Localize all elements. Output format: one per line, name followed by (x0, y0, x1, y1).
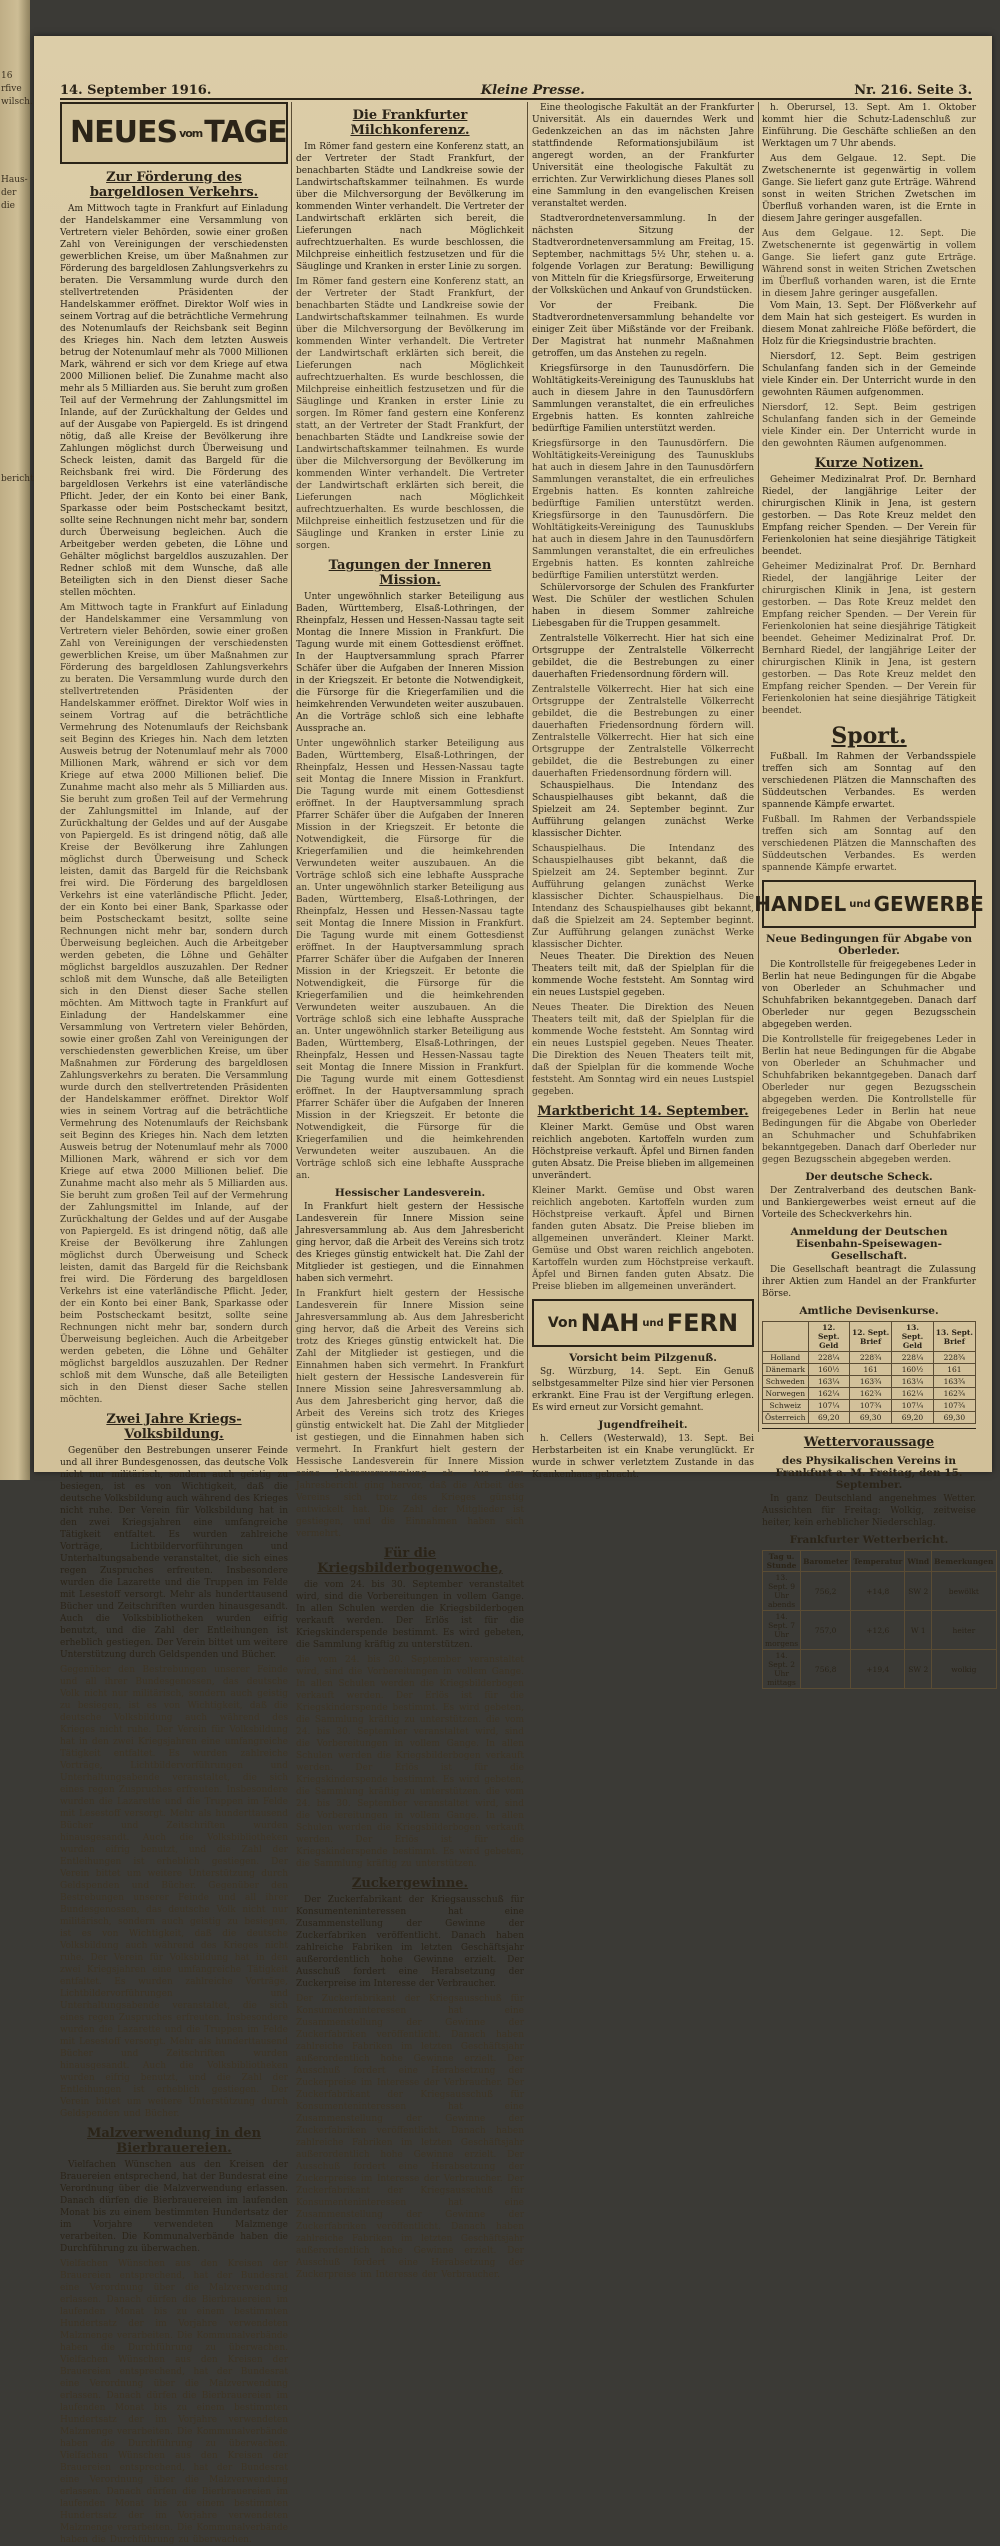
table-cell: 160½ (808, 1364, 850, 1376)
table-cell: 107¼ (892, 1400, 934, 1412)
article-body: Die Gesellschaft beantragt die Zulassung ihrer Aktien zum Handel an der Frankfurter Börse. (762, 1265, 976, 1299)
article-body-continued: Neues Theater. Die Direktion des Neuen Theaters teilt mit, daß der Spielplan für die kommende Woche feststeht. Am Sonntag wird ein neues Lustspiel gegeben. Neues Theater. Die Direktion des Neuen Theaters teilt mit, daß der Spielplan für die kommende Woche feststeht. Am Sonntag wird ein neues Lustspiel gegeben. (532, 1003, 754, 1097)
article-body: Gegenüber den Bestrebungen unserer Feinde und all ihrer Bundesgenossen, das deutsche Volk nicht nur militärisch, sondern auch geistig zu besiegen, ist es von Wichtigkeit, daß die deutsche Volksbildung auch während des Krieges nicht ruhe. Der Verein für Volksbildung hat in den zwei Kriegsjahren eine umfangreiche Tätigkeit entfaltet. Es wurden zahlreiche Vorträge, Lichtbildervorführungen und Unterhaltungsabende veranstaltet, die sich eines regen Zuspruches erfreuten. Insbesondere wurden die Lazarette und die Truppen im Felde mit Lesestoff versorgt. Mehr als hunderttausend Bücher und Zeitschriften wurden hinausgesandt. Auch die Volksbibliotheken wurden eifrig benutzt, und die Zahl der Entleihungen ist erheblich gestiegen. Der Verein bittet um weitere Unterstützung durch Geldspenden und Bücher. (60, 1446, 288, 1660)
table-cell: Dänemark (763, 1364, 809, 1376)
article-body-continued: Im Römer fand gestern eine Konferenz statt, an der Vertreter der Stadt Frankfurt, der benachbarten Städte und Landkreise sowie der Landwirtschaftskammer teilnahmen. Es wurde über die Milchversorgung der Bevölkerung im kommenden Winter verhandelt. Die Vertreter der Landwirtschaft erklärten sich bereit, die Lieferungen nach Möglichkeit aufrechtzuerhalten. Es wurde beschlossen, die Milchpreise einheitlich festzusetzen und für die Säuglinge und Kranken in erster Linie zu sorgen. Im Römer fand gestern eine Konferenz statt, an der Vertreter der Stadt Frankfurt, der benachbarten Städte und Landkreise sowie der Landwirtschaftskammer teilnahmen. Es wurde über die Milchversorgung der Bevölkerung im kommenden Winter verhandelt. Die Vertreter der Landwirtschaft erklärten sich bereit, die Lieferungen nach Möglichkeit aufrechtzuerhalten. Es wurde beschlossen, die Milchpreise einheitlich festzusetzen und für die Säuglinge und Kranken in erster Linie zu sorgen. (296, 277, 524, 551)
table-header-cell: 13. Sept. Brief (933, 1322, 975, 1352)
previous-page-line (0, 486, 30, 499)
previous-page-line (0, 356, 30, 369)
table-cell: 162¼ (808, 1388, 850, 1400)
article-subtitle: Neue Bedingungen für Abgabe von Oberleder. (765, 933, 973, 957)
local-news-item: Eine theologische Fakultät an der Frankfurter Universität. Als ein dauerndes Werk und Gedenkzeichen an das im nächsten Jahre stattfindende Reformationsjubiläum ist angeregt worden, an der Frankfurter Universität eine theologische Fakultät zu errichten. Zur Verwirklichung dieses Planes soll eine Sammlung in den evangelischen Kreisen veranstaltet werden. (532, 103, 754, 209)
previous-page-line (0, 590, 30, 603)
table-cell: heiter (932, 1611, 996, 1650)
table-cell: 69,20 (892, 1412, 934, 1424)
article-body: Geheimer Medizinalrat Prof. Dr. Bernhard Riedel, der langjährige Leiter der chirurgischen Klinik in Jena, ist gestern gestorben. — Das Rote Kreuz meldet den Empfang reicher Spenden. — Der Verein für Ferienkolonien hat seine diesjährige Tätigkeit beendet. (762, 475, 976, 557)
previous-page-line (0, 434, 30, 447)
table-row (763, 1650, 997, 1689)
previous-page-line (0, 642, 30, 655)
article-body: Unter ungewöhnlich starker Beteiligung aus Baden, Württemberg, Elsaß-Lothringen, der Rheinpfalz, Hessen und Hessen-Nassau tagte seit Montag die Innere Mission in Frankfurt. Die Tagung wurde mit einem Gottesdienst eröffnet. In der Hauptversammlung sprach Pfarrer Schäfer über die Aufgaben der Inneren Mission in der Kriegszeit. Er betonte die Notwendigkeit, die Fürsorge für die Kriegerfamilien und die heimkehrenden Verwundeten weiter auszubauen. An die Vorträge schloß sich eine lebhafte Aussprache an. (296, 592, 524, 734)
table-cell: +14,8 (851, 1572, 905, 1611)
section-word: FERN (666, 1309, 739, 1337)
table-cell: wolkig (932, 1650, 996, 1689)
table-cell: Schweden (763, 1376, 809, 1388)
table-cell: 163¼ (892, 1376, 934, 1388)
local-news-item: Stadtverordnetenversammlung. In der nächsten Sitzung der Stadtverordnetenversammlung am Freitag, 15. September, nachmittags 5½ Uhr, stehen u. a. folgende Vorlagen zur Beratung: Bewilligung von Mitteln für die Kriegsfürsorge, Erweiterung der Volksküchen und Ankauf von Grundstücken. (532, 214, 754, 296)
article-title: Zur Förderung des bargeldlosen Verkehrs. (89, 170, 259, 200)
local-news-item: Zentralstelle Völkerrecht. Hier hat sich eine Ortsgruppe der Zentralstelle Völkerrecht gebildet, die die Bestrebungen zu einer dauerhaften Friedensordnung fördern will. (532, 634, 754, 680)
section-word: Von (547, 1315, 578, 1331)
table-cell: 161 (850, 1364, 892, 1376)
table-row (763, 1400, 976, 1412)
article-body-continued: Schauspielhaus. Die Intendanz des Schauspielhauses gibt bekannt, daß die Spielzeit am 24. September beginnt. Zur Aufführung gelangen zunächst Werke klassischer Dichter. Schauspielhaus. Die Intendanz des Schauspielhauses gibt bekannt, daß die Spielzeit am 24. September beginnt. Zur Aufführung gelangen zunächst Werke klassischer Dichter. (532, 844, 754, 950)
previous-page-line (0, 291, 30, 304)
previous-page-line (0, 304, 30, 317)
previous-page-line (0, 148, 30, 161)
previous-page-line (0, 252, 30, 265)
table-row (763, 1412, 976, 1424)
article-body: In Frankfurt hielt gestern der Hessische Landesverein für Innere Mission seine Jahresversammlung ab. Aus dem Jahresbericht ging hervor, daß die Arbeit des Vereins sich trotz des Krieges günstig entwickelt hat. Die Zahl der Mitglieder ist gestiegen, und die Einnahmen haben sich vermehrt. (296, 1202, 524, 1284)
divider (762, 1428, 976, 1429)
table-header-cell: 12. Sept. Brief (850, 1322, 892, 1352)
weather-observation-table (762, 1550, 997, 1689)
table-header-cell: Tag u. Stunde (763, 1551, 801, 1572)
running-header (60, 76, 972, 100)
previous-page-line (0, 395, 30, 408)
column-rule (291, 102, 292, 1432)
table-row (763, 1376, 976, 1388)
table-cell: 107¾ (850, 1400, 892, 1412)
previous-page-line (0, 616, 30, 629)
table-cell: 160½ (892, 1364, 934, 1376)
article-body: die vom 24. bis 30. September veranstaltet wird, sind die Vorbereitungen in vollem Gange. In allen Schulen werden die Kriegsbilderbogen verkauft werden. Der Erlös ist für die Kriegskinderspende bestimmt. Es wird gebeten, die Sammlung kräftig zu unterstützen. (296, 1580, 524, 1650)
table-cell: 162¾ (933, 1388, 975, 1400)
table-cell: W 1 (905, 1611, 932, 1650)
article-body-continued: die vom 24. bis 30. September veranstaltet wird, sind die Vorbereitungen in vollem Gange. In allen Schulen werden die Kriegsbilderbogen verkauft werden. Der Erlös ist für die Kriegskinderspende bestimmt. Es wird gebeten, die Sammlung kräftig zu unterstützen. die vom 24. bis 30. September veranstaltet wird, sind die Vorbereitungen in vollem Gange. In allen Schulen werden die Kriegsbilderbogen verkauft werden. Der Erlös ist für die Kriegskinderspende bestimmt. Es wird gebeten, die Sammlung kräftig zu unterstützen. die vom 24. bis 30. September veranstaltet wird, sind die Vorbereitungen in vollem Gange. In allen Schulen werden die Kriegsbilderbogen verkauft werden. Der Erlös ist für die Kriegskinderspende bestimmt. Es wird gebeten, die Sammlung kräftig zu unterstützen. (296, 1655, 524, 1869)
table-cell: SW 2 (905, 1650, 932, 1689)
table-row (763, 1364, 976, 1376)
article-body: Fußball. Im Rahmen der Verbandsspiele treffen sich am Sonntag auf den verschiedenen Plätzen die Mannschaften des Süddeutschen Verbandes. Es werden spannende Kämpfe erwartet. (762, 752, 976, 810)
previous-page-line (0, 447, 30, 460)
local-news-item: Vor der Freibank. Die Stadtverordnetenversammlung behandelte vor einiger Zeit über Mißstände vor der Freibank. Der Magistrat hat nunmehr Maßnahmen getroffen, um das Anstehen zu regeln. (532, 301, 754, 359)
article-body: In ganz Deutschland angenehmes Wetter. Aussichten für Freitag: Wolkig, zeitweise heiter, kein erheblicher Niederschlag. (762, 1494, 976, 1528)
table-header-cell: 13. Sept. Geld (892, 1322, 934, 1352)
previous-page-line (0, 603, 30, 616)
table-cell: 228¾ (933, 1352, 975, 1364)
table-cell: Schweiz (763, 1400, 809, 1412)
previous-page-line (0, 512, 30, 525)
article-body-continued: In Frankfurt hielt gestern der Hessische Landesverein für Innere Mission seine Jahresversammlung ab. Aus dem Jahresbericht ging hervor, daß die Arbeit des Vereins sich trotz des Krieges günstig entwickelt hat. Die Zahl der Mitglieder ist gestiegen, und die Einnahmen haben sich vermehrt. In Frankfurt hielt gestern der Hessische Landesverein für Innere Mission seine Jahresversammlung ab. Aus dem Jahresbericht ging hervor, daß die Arbeit des Vereins sich trotz des Krieges günstig entwickelt hat. Die Zahl der Mitglieder ist gestiegen, und die Einnahmen haben sich vermehrt. In Frankfurt hielt gestern der Hessische Landesverein für Innere Mission seine Jahresversammlung ab. Aus dem Jahresbericht ging hervor, daß die Arbeit des Vereins sich trotz des Krieges günstig entwickelt hat. Die Zahl der Mitglieder ist gestiegen, und die Einnahmen haben sich vermehrt. (296, 1289, 524, 1539)
article-body-continued: Fußball. Im Rahmen der Verbandsspiele treffen sich am Sonntag auf den verschiedenen Plätzen die Mannschaften des Süddeutschen Verbandes. Es werden spannende Kämpfe erwartet. (762, 815, 976, 873)
table-cell: 162¼ (892, 1388, 934, 1400)
column-rule (758, 102, 759, 1432)
table-cell: 69,30 (850, 1412, 892, 1424)
previous-page-line (0, 408, 30, 421)
article-body: Sg. Würzburg, 14. Sept. Ein Genuß selbstgesammelter Pilze sind hier vier Personen erkrankt. Eine Frau ist der Vergiftung erlegen. Es wird erneut zur Vorsicht gemahnt. (532, 1367, 754, 1413)
previous-page-line: die (1, 201, 15, 211)
masthead-word-tage: TAGE (204, 115, 287, 150)
header-date: 14. September 1916. (60, 83, 212, 98)
previous-page-line (0, 499, 30, 512)
table-cell: 756,8 (801, 1650, 851, 1689)
section-head-handel-und-gewerbe (754, 880, 984, 928)
section-head-von-nah-und-fern (532, 1299, 754, 1347)
table-header-cell: Bemerkungen (932, 1551, 996, 1572)
masthead-text (70, 115, 287, 150)
column-4 (754, 102, 994, 1687)
table-header-cell: Wind (905, 1551, 932, 1572)
table-cell: 14. Sept. 2 Uhr mittags (763, 1650, 801, 1689)
table-cell: 162¾ (850, 1388, 892, 1400)
article-body-continued: Kleiner Markt. Gemüse und Obst waren reichlich angeboten. Kartoffeln wurden zum Höchstpreise verkauft. Äpfel und Birnen fanden guten Absatz. Die Preise blieben im allgemeinen unverändert. Kleiner Markt. Gemüse und Obst waren reichlich angeboten. Kartoffeln wurden zum Höchstpreise verkauft. Äpfel und Birnen fanden guten Absatz. Die Preise blieben im allgemeinen unverändert. (532, 1186, 754, 1292)
local-news-item: Neues Theater. Die Direktion des Neuen Theaters teilt mit, daß der Spielplan für die kommende Woche feststeht. Am Sonntag wird ein neues Lustspiel gegeben. (532, 952, 754, 998)
table-cell: Holland (763, 1352, 809, 1364)
article-body: Im Römer fand gestern eine Konferenz statt, an der Vertreter der Stadt Frankfurt, der benachbarten Städte und Landkreise sowie der Landwirtschaftskammer teilnahmen. Es wurde über die Milchversorgung der Bevölkerung im kommenden Winter verhandelt. Die Vertreter der Landwirtschaft erklärten sich bereit, die Lieferungen nach Möglichkeit aufrechtzuerhalten. Es wurde beschlossen, die Milchpreise einheitlich festzusetzen und für die Säuglinge und Kranken in erster Linie zu sorgen. (296, 142, 524, 272)
article-subtitle: Vorsicht beim Pilzgenuß. (569, 1352, 717, 1364)
newspaper-page (34, 36, 994, 2545)
masthead-word-vom: vom (179, 127, 203, 140)
table-row (763, 1572, 997, 1611)
previous-page-line (0, 551, 30, 564)
previous-page-line (0, 239, 30, 252)
column-2 (296, 102, 524, 2280)
previous-page-line (0, 278, 30, 291)
header-paper-name: Kleine Presse. (480, 83, 585, 98)
local-news-item: Vom Main, 13. Sept. Der Flößverkehr auf dem Main hat sich gesteigert. Es wurden in diesem Monat zahlreiche Flöße befördert, die Holz für die Kriegsindustrie brachten. (762, 301, 976, 347)
previous-page-line (0, 109, 30, 122)
previous-page-line (0, 330, 30, 343)
previous-page-line (0, 213, 30, 226)
article-body-continued: Unter ungewöhnlich starker Beteiligung aus Baden, Württemberg, Elsaß-Lothringen, der Rheinpfalz, Hessen und Hessen-Nassau tagte seit Montag die Innere Mission in Frankfurt. Die Tagung wurde mit einem Gottesdienst eröffnet. In der Hauptversammlung sprach Pfarrer Schäfer über die Aufgaben der Inneren Mission in der Kriegszeit. Er betonte die Notwendigkeit, die Fürsorge für die Kriegerfamilien und die heimkehrenden Verwundeten weiter auszubauen. An die Vorträge schloß sich eine lebhafte Aussprache an. Unter ungewöhnlich starker Beteiligung aus Baden, Württemberg, Elsaß-Lothringen, der Rheinpfalz, Hessen und Hessen-Nassau tagte seit Montag die Innere Mission in Frankfurt. Die Tagung wurde mit einem Gottesdienst eröffnet. In der Hauptversammlung sprach Pfarrer Schäfer über die Aufgaben der Inneren Mission in der Kriegszeit. Er betonte die Notwendigkeit, die Fürsorge für die Kriegerfamilien und die heimkehrenden Verwundeten weiter auszubauen. An die Vorträge schloß sich eine lebhafte Aussprache an. Unter ungewöhnlich starker Beteiligung aus Baden, Württemberg, Elsaß-Lothringen, der Rheinpfalz, Hessen und Hessen-Nassau tagte seit Montag die Innere Mission in Frankfurt. Die Tagung wurde mit einem Gottesdienst eröffnet. In der Hauptversammlung sprach Pfarrer Schäfer über die Aufgaben der Inneren Mission in der Kriegszeit. Er betonte die Notwendigkeit, die Fürsorge für die Kriegerfamilien und die heimkehrenden Verwundeten weiter auszubauen. An die Vorträge schloß sich eine lebhafte Aussprache an. (296, 739, 524, 1181)
previous-page-line (0, 122, 30, 135)
article-subtitle: Der deutsche Scheck. (805, 1171, 933, 1183)
article-subtitle: des Physikalischen Vereins in Frankfurt a. M. Freitag, den 15. September. (775, 1455, 963, 1491)
article-body: Am Mittwoch tagte in Frankfurt auf Einladung der Handelskammer eine Versammlung von Vertretern vieler Behörden, sowie einer großen Zahl von Vereinigungen der verschiedensten gewerblichen Kreise, um über Maßnahmen zur Förderung des bargeldlosen Zahlungsverkehrs zu beraten. Die Versammlung wurde durch den stellvertretenden Präsidenten der Handelskammer eröffnet. Direktor Wolf wies in seinem Vortrag auf die beträchtliche Vermehrung des Notenumlaufs der Reichsbank seit Beginn des Krieges hin. Nach dem letzten Ausweis betrug der Notenumlauf mehr als 7000 Millionen Mark, während er sich vor dem Kriege auf etwa 2000 Millionen belief. Die Zunahme macht also mehr als 5 Milliarden aus. Sie beruht zum großen Teil auf der Vermehrung der Zahlungsmittel im Inlande, auf der Zurückhaltung der Geldes und auf der Ausgabe von Papiergeld. Es ist dringend nötig, daß alle Kreise der Bevölkerung ihre Zahlungen möglichst durch Überweisung und Scheck leisten, damit das Bargeld für die Reichsbank frei wird. Die Förderung des bargeldlosen Verkehrs ist eine vaterländische Pflicht. Jeder, der ein Konto bei einer Bank, Sparkasse oder beim Postscheckamt besitzt, sollte seine Rechnungen nicht mehr bar, sondern durch Überweisung begleichen. Auch die Arbeitgeber werden gebeten, die Löhne und Gehälter möglichst bargeldlos auszuzahlen. Der Redner schloß mit dem Wunsche, daß alle Beteiligten sich in den Dienst dieser Sache stellen möchten. (60, 204, 289, 598)
table-cell: 756,2 (801, 1572, 851, 1611)
table-cell: 14. Sept. 7 Uhr morgens (763, 1611, 801, 1650)
previous-page-line (0, 655, 30, 668)
table-cell: 228¼ (808, 1352, 850, 1364)
table-cell: 107¼ (808, 1400, 850, 1412)
section-word: und (849, 898, 871, 910)
article-subtitle: Hessischer Landesverein. (334, 1187, 486, 1199)
table-cell: SW 2 (905, 1572, 932, 1611)
table-cell: 163¾ (933, 1376, 975, 1388)
article-body-continued: Aus dem Gelgaue. 12. Sept. Die Zwetschenernte ist gegenwärtig in vollem Gange. Sie liefert ganz gute Erträge. Während sonst in weiten Strichen Zwetschen im Überfluß vorhanden waren, ist die Ernte in diesem Jahre geringer ausgefallen. (762, 229, 976, 299)
previous-page-line (0, 564, 30, 577)
article-body: h. Cellers (Westerwald), 13. Sept. Bei Herbstarbeiten ist ein Knabe verunglückt. Er wurde in schwer verletztem Zustande in das Krankenhaus gebracht. (532, 1434, 754, 1480)
table-cell: 69,30 (933, 1412, 975, 1424)
local-news-item: h. Oberursel, 13. Sept. Am 1. Oktober kommt hier die Schutz-Ladenschluß zur Einführung. Die Geschäfte schließen an den Werktagen um 7 Uhr abends. (762, 103, 976, 149)
previous-page-line (0, 629, 30, 642)
article-body-continued: Gegenüber den Bestrebungen unserer Feinde und all ihrer Bundesgenossen, das deutsche Volk nicht nur militärisch, sondern auch geistig zu besiegen, ist es von Wichtigkeit, daß die deutsche Volksbildung auch während des Krieges nicht ruhe. Der Verein für Volksbildung hat in den zwei Kriegsjahren eine umfangreiche Tätigkeit entfaltet. Es wurden zahlreiche Vorträge, Lichtbildervorführungen und Unterhaltungsabende veranstaltet, die sich eines regen Zuspruches erfreuten. Insbesondere wurden die Lazarette und die Truppen im Felde mit Lesestoff versorgt. Mehr als hunderttausend Bücher und Zeitschriften wurden hinausgesandt. Auch die Volksbibliotheken wurden eifrig benutzt, und die Zahl der Entleihungen ist erheblich gestiegen. Der Verein bittet um weitere Unterstützung durch Geldspenden und Bücher. Gegenüber den Bestrebungen unserer Feinde und all ihrer Bundesgenossen, das deutsche Volk nicht nur militärisch, sondern auch geistig zu besiegen, ist es von Wichtigkeit, daß die deutsche Volksbildung auch während des Krieges nicht ruhe. Der Verein für Volksbildung hat in den zwei Kriegsjahren eine umfangreiche Tätigkeit entfaltet. Es wurden zahlreiche Vorträge, Lichtbildervorführungen und Unterhaltungsabende veranstaltet, die sich eines regen Zuspruches erfreuten. Insbesondere wurden die Lazarette und die Truppen im Felde mit Lesestoff versorgt. Mehr als hunderttausend Bücher und Zeitschriften wurden hinausgesandt. Auch die Volksbibliotheken wurden eifrig benutzt, und die Zahl der Entleihungen ist erheblich gestiegen. Der Verein bittet um weitere Unterstützung durch Geldspenden und Bücher. (60, 1665, 288, 2119)
table-cell: Österreich (763, 1412, 809, 1424)
previous-page-line: wilsch. (1, 97, 33, 107)
previous-page-line (0, 421, 30, 434)
section-word: NAH (580, 1309, 640, 1337)
article-title: Die Frankfurter Milchkonferenz. (350, 108, 470, 138)
local-news-item: Aus dem Gelgaue. 12. Sept. Die Zwetschenernte ist gegenwärtig in vollem Gange. Sie liefert ganz gute Erträge. Während sonst in weiten Strichen Zwetschen im Überfluß vorhanden waren, ist die Ernte in diesem Jahre geringer ausgefallen. (762, 154, 976, 224)
table-header-cell (763, 1322, 809, 1352)
table-cell: +19,4 (851, 1650, 905, 1689)
previous-page-line (0, 382, 30, 395)
table-cell: 757,0 (801, 1611, 851, 1650)
exchange-rate-table (762, 1321, 976, 1424)
local-news-item: Niersdorf, 12. Sept. Beim gestrigen Schulanfang fanden sich in der Gemeinde viele Kinder ein. Der Unterricht wurde in den gewohnten Räumen aufgenommen. (762, 352, 976, 398)
article-title: Kurze Notizen. (814, 456, 924, 471)
previous-page-line (0, 369, 30, 382)
article-body-continued: Niersdorf, 12. Sept. Beim gestrigen Schulanfang fanden sich in der Gemeinde viele Kinder ein. Der Unterricht wurde in den gewohnten Räumen aufgenommen. (762, 403, 976, 449)
previous-page-line (0, 343, 30, 356)
table-cell: 228¼ (892, 1352, 934, 1364)
previous-page-line: Haus- (1, 175, 28, 185)
previous-page-line: der (1, 188, 17, 198)
table-cell: bewölkt (932, 1572, 996, 1611)
section-word: GEWERBE (873, 892, 984, 916)
previous-page-line (0, 668, 30, 681)
article-title: Marktbericht 14. September. (537, 1104, 749, 1119)
article-body: Der Zuckerfabrikant der Kriegsausschuß für Konsumenteninteressen hat eine Zusammenstellung der Gewinne der Zuckerfabriken veröffentlicht. Danach haben zahlreiche Fabriken im letzten Geschäftsjahr außerordentlich hohe Gewinne erzielt. Der Ausschuß fordert eine Herabsetzung der Zuckerpreise im Interesse der Verbraucher. (296, 1895, 524, 1989)
table-cell: 163¾ (850, 1376, 892, 1388)
article-body-continued: Zentralstelle Völkerrecht. Hier hat sich eine Ortsgruppe der Zentralstelle Völkerrecht gebildet, die die Bestrebungen zu einer dauerhaften Friedensordnung fördern will. Zentralstelle Völkerrecht. Hier hat sich eine Ortsgruppe der Zentralstelle Völkerrecht gebildet, die die Bestrebungen zu einer dauerhaften Friedensordnung fördern will. (532, 685, 754, 779)
previous-page-line (0, 317, 30, 330)
previous-page-line: bericht (1, 474, 34, 484)
previous-page-line (0, 226, 30, 239)
masthead-word-neues: NEUES (70, 115, 178, 150)
article-body-continued: Kriegsfürsorge in den Taunusdörfern. Die Wohltätigkeits-Vereinigung des Taunusklubs hat auch in diesem Jahre in den Taunusdörfern Sammlungen veranstaltet, die ein erfreuliches Ergebnis hatten. Es konnten zahlreiche bedürftige Familien unterstützt werden. Kriegsfürsorge in den Taunusdörfern. Die Wohltätigkeits-Vereinigung des Taunusklubs hat auch in diesem Jahre in den Taunusdörfern Sammlungen veranstaltet, die ein erfreuliches Ergebnis hatten. Es konnten zahlreiche bedürftige Familien unterstützt werden. (532, 439, 754, 581)
previous-page-line (0, 135, 30, 148)
table-cell: 161 (933, 1364, 975, 1376)
article-body-continued: Die Kontrollstelle für freigegebenes Leder in Berlin hat neue Bedingungen für die Abgabe von Oberleder an Schuhmacher und Schuhfabriken bekanntgegeben. Danach darf Oberleder nur gegen Bezugsschein abgegeben werden. Die Kontrollstelle für freigegebenes Leder in Berlin hat neue Bedingungen für die Abgabe von Oberleder an Schuhmacher und Schuhfabriken bekanntgegeben. Danach darf Oberleder nur gegen Bezugsschein abgegeben werden. (762, 1035, 976, 1165)
section-word: und (642, 1317, 664, 1329)
article-title: Für die Kriegsbilderbogenwoche, (317, 1546, 503, 1576)
column-3 (532, 102, 754, 1480)
article-body-continued: Der Zuckerfabrikant der Kriegsausschuß für Konsumenteninteressen hat eine Zusammenstellung der Gewinne der Zuckerfabriken veröffentlicht. Danach haben zahlreiche Fabriken im letzten Geschäftsjahr außerordentlich hohe Gewinne erzielt. Der Ausschuß fordert eine Herabsetzung der Zuckerpreise im Interesse der Verbraucher. Der Zuckerfabrikant der Kriegsausschuß für Konsumenteninteressen hat eine Zusammenstellung der Gewinne der Zuckerfabriken veröffentlicht. Danach haben zahlreiche Fabriken im letzten Geschäftsjahr außerordentlich hohe Gewinne erzielt. Der Ausschuß fordert eine Herabsetzung der Zuckerpreise im Interesse der Verbraucher. Der Zuckerfabrikant der Kriegsausschuß für Konsumenteninteressen hat eine Zusammenstellung der Gewinne der Zuckerfabriken veröffentlicht. Danach haben zahlreiche Fabriken im letzten Geschäftsjahr außerordentlich hohe Gewinne erzielt. Der Ausschuß fordert eine Herabsetzung der Zuckerpreise im Interesse der Verbraucher. (296, 1994, 524, 2280)
table-cell: 107¾ (933, 1400, 975, 1412)
table-header-cell: 12. Sept. Geld (808, 1322, 850, 1352)
table-header-cell: Barometer (801, 1551, 851, 1572)
table-cell: +12,6 (851, 1611, 905, 1650)
previous-page-line: 16 (1, 71, 13, 81)
column-1 (60, 102, 289, 2545)
article-body: Vielfachen Wünschen aus den Kreisen der Brauereien entsprechend, hat der Bundesrat eine Verordnung über die Malzverwendung erlassen. Danach dürfen die Bierbrauereien im laufenden Monat bis zu einem bestimmten Hundertsatz der im Vorjahre verwendeten Malzmenge verarbeiten. Die Kommunalverbände haben die Durchführung zu überwachen. (60, 2160, 288, 2254)
article-subtitle: Anmeldung der Deutschen Eisenbahn-Speisewagen-Gesellschaft. (790, 1226, 948, 1262)
column-rule (527, 102, 528, 1432)
section-word: HANDEL (754, 892, 847, 916)
table-cell: 163¼ (808, 1376, 850, 1388)
table-cell: 228¾ (850, 1352, 892, 1364)
previous-page-line: rfive (1, 84, 22, 94)
previous-page-line (0, 161, 30, 174)
article-title: Wettervoraussage (803, 1435, 935, 1450)
table-row (763, 1611, 997, 1650)
table-header-cell: Temperatur (851, 1551, 905, 1572)
article-title: Zuckergewinne. (351, 1876, 469, 1891)
table-title: Frankfurter Wetterbericht. (789, 1534, 949, 1546)
table-row (763, 1388, 976, 1400)
section-head-sport: Sport. (831, 723, 907, 749)
previous-page-line (0, 525, 30, 538)
article-body: Kleiner Markt. Gemüse und Obst waren reichlich angeboten. Kartoffeln wurden zum Höchstpreise verkauft. Äpfel und Birnen fanden guten Absatz. Die Preise blieben im allgemeinen unverändert. (532, 1123, 754, 1181)
local-news-item: Kriegsfürsorge in den Taunusdörfern. Die Wohltätigkeits-Vereinigung des Taunusklubs hat auch in diesem Jahre in den Taunusdörfern Sammlungen veranstaltet, die ein erfreuliches Ergebnis hatten. Es konnten zahlreiche bedürftige Familien unterstützt werden. (532, 364, 754, 434)
article-body-continued: Am Mittwoch tagte in Frankfurt auf Einladung der Handelskammer eine Versammlung von Vertretern vieler Behörden, sowie einer großen Zahl von Vereinigungen der verschiedensten gewerblichen Kreise, um über Maßnahmen zur Förderung des bargeldlosen Zahlungsverkehrs zu beraten. Die Versammlung wurde durch den stellvertretenden Präsidenten der Handelskammer eröffnet. Direktor Wolf wies in seinem Vortrag auf die beträchtliche Vermehrung des Notenumlaufs der Reichsbank seit Beginn des Krieges hin. Nach dem letzten Ausweis betrug der Notenumlauf mehr als 7000 Millionen Mark, während er sich vor dem Kriege auf etwa 2000 Millionen belief. Die Zunahme macht also mehr als 5 Milliarden aus. Sie beruht zum großen Teil auf der Vermehrung der Zahlungsmittel im Inlande, auf der Zurückhaltung der Geldes und auf der Ausgabe von Papiergeld. Es ist dringend nötig, daß alle Kreise der Bevölkerung ihre Zahlungen möglichst durch Überweisung und Scheck leisten, damit das Bargeld für die Reichsbank frei wird. Die Förderung des bargeldlosen Verkehrs ist eine vaterländische Pflicht. Jeder, der ein Konto bei einer Bank, Sparkasse oder beim Postscheckamt besitzt, sollte seine Rechnungen nicht mehr bar, sondern durch Überweisung begleichen. Auch die Arbeitgeber werden gebeten, die Löhne und Gehälter möglichst bargeldlos auszuzahlen. Der Redner schloß mit dem Wunsche, daß alle Beteiligten sich in den Dienst dieser Sache stellen möchten. Am Mittwoch tagte in Frankfurt auf Einladung der Handelskammer eine Versammlung von Vertretern vieler Behörden, sowie einer großen Zahl von Vereinigungen der verschiedensten gewerblichen Kreise, um über Maßnahmen zur Förderung des bargeldlosen Zahlungsverkehrs zu beraten. Die Versammlung wurde durch den stellvertretenden Präsidenten der Handelskammer eröffnet. Direktor Wolf wies in seinem Vortrag auf die beträchtliche Vermehrung des Notenumlaufs der Reichsbank seit Beginn des Krieges hin. Nach dem letzten Ausweis betrug der Notenumlauf mehr als 7000 Millionen Mark, während er sich vor dem Kriege auf etwa 2000 Millionen belief. Die Zunahme macht also mehr als 5 Milliarden aus. Sie beruht zum großen Teil auf der Vermehrung der Zahlungsmittel im Inlande, auf der Zurückhaltung der Geldes und auf der Ausgabe von Papiergeld. Es ist dringend nötig, daß alle Kreise der Bevölkerung ihre Zahlungen möglichst durch Überweisung und Scheck leisten, damit das Bargeld für die Reichsbank frei wird. Die Förderung des bargeldlosen Verkehrs ist eine vaterländische Pflicht. Jeder, der ein Konto bei einer Bank, Sparkasse oder beim Postscheckamt besitzt, sollte seine Rechnungen nicht mehr bar, sondern durch Überweisung begleichen. Auch die Arbeitgeber werden gebeten, die Löhne und Gehälter möglichst bargeldlos auszuzahlen. Der Redner schloß mit dem Wunsche, daß alle Beteiligten sich in den Dienst dieser Sache stellen möchten. (60, 603, 288, 1405)
table-cell: Norwegen (763, 1388, 809, 1400)
previous-page-edge (0, 0, 34, 1480)
article-body-continued: Vielfachen Wünschen aus den Kreisen der Brauereien entsprechend, hat der Bundesrat eine Verordnung über die Malzverwendung erlassen. Danach dürfen die Bierbrauereien im laufenden Monat bis zu einem bestimmten Hundertsatz der im Vorjahre verwendeten Malzmenge verarbeiten. Die Kommunalverbände haben die Durchführung zu überwachen. Vielfachen Wünschen aus den Kreisen der Brauereien entsprechend, hat der Bundesrat eine Verordnung über die Malzverwendung erlassen. Danach dürfen die Bierbrauereien im laufenden Monat bis zu einem bestimmten Hundertsatz der im Vorjahre verwendeten Malzmenge verarbeiten. Die Kommunalverbände haben die Durchführung zu überwachen. Vielfachen Wünschen aus den Kreisen der Brauereien entsprechend, hat der Bundesrat eine Verordnung über die Malzverwendung erlassen. Danach dürfen die Bierbrauereien im laufenden Monat bis zu einem bestimmten Hundertsatz der im Vorjahre verwendeten Malzmenge verarbeiten. Die Kommunalverbände haben die Durchführung zu überwachen. (60, 2259, 288, 2545)
table-cell: 69,20 (808, 1412, 850, 1424)
article-subtitle: Jugendfreiheit. (598, 1419, 688, 1431)
table-row (763, 1352, 976, 1364)
article-body: Die Kontrollstelle für freigegebenes Leder in Berlin hat neue Bedingungen für die Abgabe von Oberleder an Schuhmacher und Schuhfabriken bekanntgegeben. Danach darf Oberleder nur gegen Bezugsschein abgegeben werden. (762, 960, 976, 1030)
masthead-neues-vom-tage (60, 102, 288, 164)
article-title: Malzverwendung in den Bierbrauereien. (86, 2126, 262, 2156)
previous-page-line (0, 460, 30, 473)
table-title: Amtliche Devisenkurse. (799, 1305, 939, 1317)
previous-page-line (0, 538, 30, 551)
header-issue: Nr. 216. Seite 3. (854, 83, 972, 98)
article-body-continued: Geheimer Medizinalrat Prof. Dr. Bernhard Riedel, der langjährige Leiter der chirurgischen Klinik in Jena, ist gestern gestorben. — Das Rote Kreuz meldet den Empfang reicher Spenden. — Der Verein für Ferienkolonien hat seine diesjährige Tätigkeit beendet. Geheimer Medizinalrat Prof. Dr. Bernhard Riedel, der langjährige Leiter der chirurgischen Klinik in Jena, ist gestern gestorben. — Das Rote Kreuz meldet den Empfang reicher Spenden. — Der Verein für Ferienkolonien hat seine diesjährige Tätigkeit beendet. (762, 562, 976, 716)
table-cell: 13. Sept. 9 Uhr abends (763, 1572, 801, 1611)
previous-page-line (0, 265, 30, 278)
previous-page-line (0, 577, 30, 590)
article-body: Der Zentralverband des deutschen Bank- und Bankiergewerbes weist erneut auf die Vorteile des Scheckverkehrs hin. (762, 1186, 976, 1220)
article-title: Tagungen der Inneren Mission. (328, 558, 492, 588)
article-title: Zwei Jahre Kriegs-Volksbildung. (106, 1412, 242, 1442)
local-news-item: Schülervorsorge der Schulen des Frankfurter West. Die Schüler der westlichen Schulen haben in diesem Sommer zahlreiche Liebesgaben für die Truppen gesammelt. (532, 583, 754, 629)
local-news-item: Schauspielhaus. Die Intendanz des Schauspielhauses gibt bekannt, daß die Spielzeit am 24. September beginnt. Zur Aufführung gelangen zunächst Werke klassischer Dichter. (532, 781, 754, 839)
